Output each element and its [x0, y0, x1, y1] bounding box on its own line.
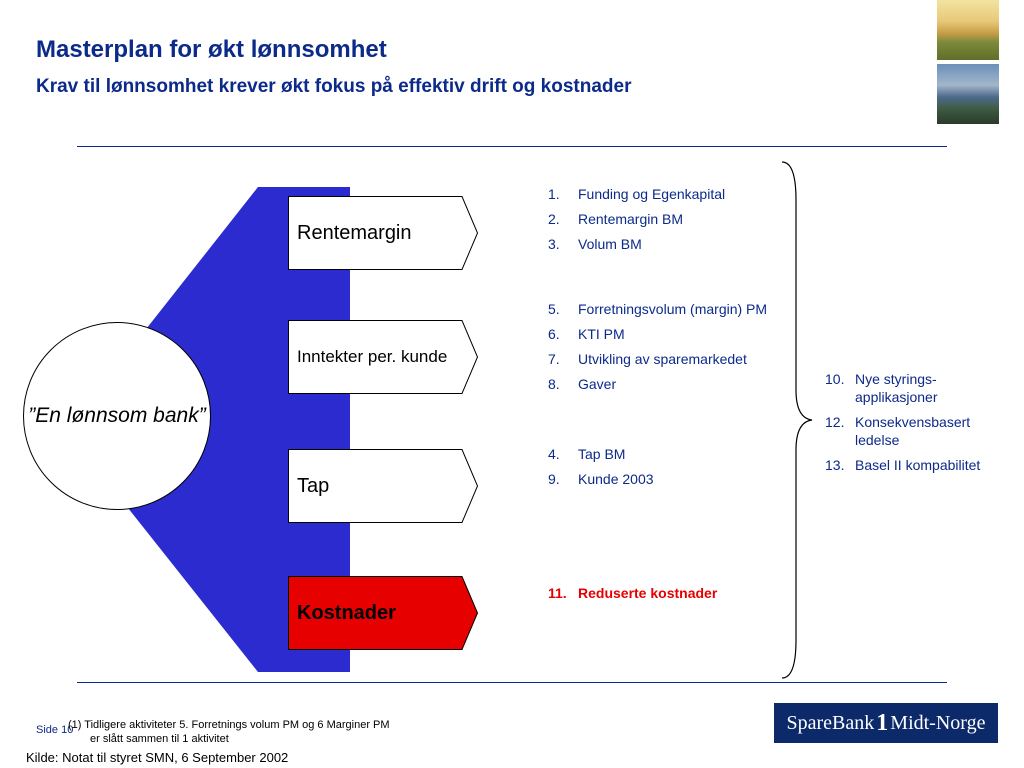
list-item: 5. Forretningsvolum (margin) PM: [548, 301, 768, 317]
list-item: 13. Basel II kompabilitet: [825, 457, 981, 473]
list-item: 3. Volum BM: [548, 236, 642, 252]
box-rentemargin: [288, 196, 478, 270]
list-item: 10. Nye styrings-applikasjoner: [825, 371, 938, 405]
box-label: Rentemargin: [297, 221, 412, 244]
logo-text: SpareBank: [786, 711, 875, 734]
list-item: 2. Rentemargin BM: [548, 211, 684, 227]
list-group-common: [825, 370, 1010, 481]
logo-text: 1: [876, 709, 889, 736]
source-note: Kilde: Notat til styret SMN, 6 September 2002: [26, 750, 289, 765]
footnote: [68, 718, 390, 746]
list-item: 8. Gaver: [548, 376, 617, 392]
page-subtitle: Krav til lønnsomhet krever økt fokus på effektiv drift og kostnader: [36, 76, 632, 97]
curly-brace: [780, 160, 820, 680]
list-item: 1. Funding og Egenkapital: [548, 186, 726, 202]
list-group-kostnader: [548, 584, 788, 609]
box-label: Tap: [297, 474, 330, 497]
list-group-rentemargin: [548, 185, 788, 260]
list-item: 4. Tap BM: [548, 446, 626, 462]
box-inntekter: [288, 320, 478, 394]
center-label: ”En lønnsom bank”: [28, 404, 206, 427]
box-tap: [288, 449, 478, 523]
box-label: Inntekter per. kunde: [297, 347, 448, 366]
page-title: Masterplan for økt lønnsomhet: [36, 36, 387, 63]
list-group-inntekter: [548, 300, 788, 400]
footnote-line: (1) Tidligere aktiviteter 5. Forretnings volum PM og 6 Marginer PM: [68, 719, 390, 731]
list-item: 9. Kunde 2003: [548, 471, 654, 487]
box-label: Kostnader: [297, 601, 396, 624]
page-number: Side 10: [36, 724, 74, 736]
logo-text: Midt-Norge: [890, 711, 986, 734]
list-item: 12. Konsekvensbasert ledelse: [825, 414, 971, 448]
box-kostnader: [288, 576, 478, 650]
list-item: 7. Utvikling av sparemarkedet: [548, 351, 747, 367]
footnote-line: er slått sammen til 1 aktivitet: [90, 733, 229, 745]
sparebank-logo: [774, 703, 998, 743]
list-item: 6. KTI PM: [548, 326, 625, 342]
list-item: 11. Reduserte kostnader: [548, 585, 718, 601]
center-circle: [23, 322, 211, 510]
list-group-tap: [548, 445, 788, 495]
